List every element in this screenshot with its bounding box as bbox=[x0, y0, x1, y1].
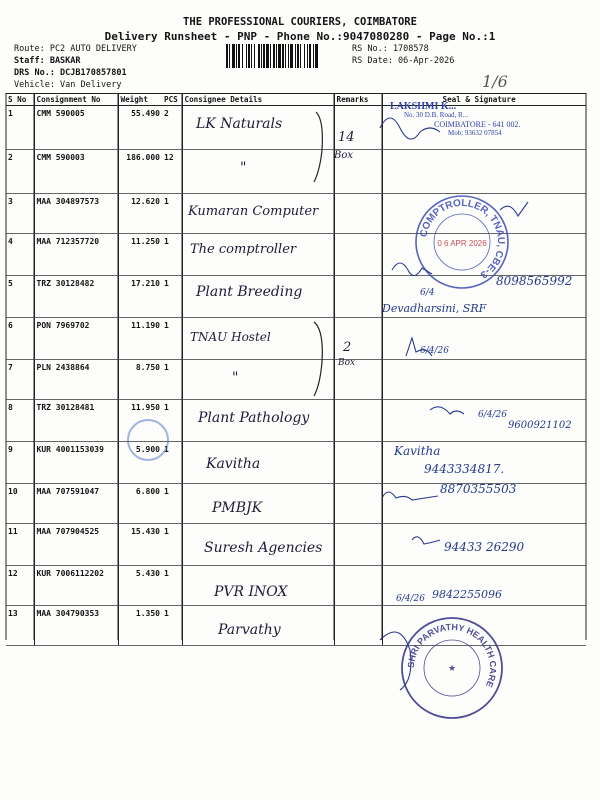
cell-weight: 8.750 bbox=[118, 360, 162, 400]
cell-sno: 6 bbox=[6, 318, 34, 360]
cell-pcs: 1 bbox=[162, 318, 182, 360]
cell-pcs: 1 bbox=[162, 400, 182, 442]
col-seal-signature: Seal & Signature bbox=[382, 94, 586, 106]
remarks-group2-count: 2 bbox=[343, 340, 352, 355]
sig-row5-name: Devadharsini, SRF bbox=[382, 302, 487, 315]
cell-weight: 1.350 bbox=[118, 606, 162, 646]
cell-consignment: PON 7969702 bbox=[34, 318, 118, 360]
table-row bbox=[6, 360, 586, 400]
cell-weight: 11.950 bbox=[118, 400, 162, 442]
consignee-hand-9: Kavitha bbox=[206, 456, 261, 472]
remarks-group1-count: 14 bbox=[338, 130, 355, 145]
cell-consignment: KUR 4001153039 bbox=[34, 442, 118, 484]
sig-row8-date: 6/4/26 bbox=[478, 410, 507, 420]
cell-pcs: 1 bbox=[162, 606, 182, 646]
consignee-hand-3: Kumaran Computer bbox=[188, 204, 319, 219]
vehicle-label: Vehicle: Van Delivery bbox=[14, 80, 122, 90]
lakshmi-stamp bbox=[390, 102, 521, 138]
cell-pcs: 12 bbox=[162, 150, 182, 194]
sig-row5-phone: 8098565992 bbox=[496, 274, 573, 288]
cell-seal bbox=[382, 194, 586, 234]
cell-consignment: PLN 2438864 bbox=[34, 360, 118, 400]
consignee-hand-2: " bbox=[240, 160, 247, 176]
remarks-group1-unit: Box bbox=[334, 150, 354, 161]
cell-remarks bbox=[334, 606, 382, 646]
sig-row12-date: 6/4/26 bbox=[396, 594, 425, 604]
lakshmi-stamp-mobile: Mob: 93632 07854 bbox=[448, 129, 502, 137]
col-remarks: Remarks bbox=[334, 94, 382, 106]
cell-remarks bbox=[334, 234, 382, 276]
cell-remarks bbox=[334, 318, 382, 360]
rs-no-label: RS No.: 1708578 bbox=[352, 44, 429, 54]
cell-consignee bbox=[182, 150, 334, 194]
cell-remarks bbox=[334, 524, 382, 566]
cell-sno: 5 bbox=[6, 276, 34, 318]
table-row bbox=[6, 150, 586, 194]
svg-text:★: ★ bbox=[447, 663, 457, 673]
cell-consignee bbox=[182, 360, 334, 400]
cell-pcs: 1 bbox=[162, 442, 182, 484]
cell-pcs: 1 bbox=[162, 360, 182, 400]
cell-remarks bbox=[334, 194, 382, 234]
runsheet-table bbox=[6, 93, 586, 646]
cell-pcs: 2 bbox=[162, 106, 182, 150]
lakshmi-stamp-address: No. 30 D.B. Road, R... bbox=[404, 111, 468, 119]
col-weight: Weight bbox=[118, 94, 162, 106]
rs-date-label: RS Date: 06-Apr-2026 bbox=[352, 56, 455, 66]
consignee-hand-11: Suresh Agencies bbox=[204, 540, 323, 556]
cell-consignment: MAA 707591047 bbox=[34, 484, 118, 524]
cell-consignment: TRZ 30128482 bbox=[34, 276, 118, 318]
cell-remarks bbox=[334, 276, 382, 318]
cell-consignment: MAA 707904525 bbox=[34, 524, 118, 566]
sig-row7-date: 6/4/26 bbox=[420, 346, 449, 356]
consignee-hand-6: TNAU Hostel bbox=[190, 330, 271, 344]
cell-sno: 8 bbox=[6, 400, 34, 442]
cell-pcs: 1 bbox=[162, 484, 182, 524]
cell-pcs: 1 bbox=[162, 276, 182, 318]
cell-weight: 5.900 bbox=[118, 442, 162, 484]
barcode bbox=[226, 44, 348, 68]
cell-sno: 9 bbox=[6, 442, 34, 484]
cell-consignment: MAA 304897573 bbox=[34, 194, 118, 234]
sig-row11-phone: 94433 26290 bbox=[444, 540, 525, 554]
meta-right bbox=[352, 43, 454, 67]
cell-sno: 10 bbox=[6, 484, 34, 524]
cell-weight: 12.620 bbox=[118, 194, 162, 234]
consignee-hand-12: PVR INOX bbox=[214, 584, 288, 600]
sig-row5-date: 6/4 bbox=[420, 288, 435, 298]
cell-consignment: MAA 712357720 bbox=[34, 234, 118, 276]
meta-left bbox=[14, 43, 137, 91]
cell-weight: 11.250 bbox=[118, 234, 162, 276]
cell-pcs: 1 bbox=[162, 566, 182, 606]
consignee-hand-13: Parvathy bbox=[218, 622, 281, 638]
cell-consignment: KUR 7006112202 bbox=[34, 566, 118, 606]
table-row bbox=[6, 318, 586, 360]
consignee-hand-5: Plant Breeding bbox=[196, 284, 303, 300]
cell-sno: 7 bbox=[6, 360, 34, 400]
consignee-hand-8: Plant Pathology bbox=[198, 410, 310, 426]
cell-sno: 11 bbox=[6, 524, 34, 566]
consignee-hand-4: The comptroller bbox=[190, 242, 297, 257]
cell-pcs: 1 bbox=[162, 194, 182, 234]
cell-weight: 5.430 bbox=[118, 566, 162, 606]
cell-seal bbox=[382, 360, 586, 400]
cell-consignment: CMM 590003 bbox=[34, 150, 118, 194]
company-title: THE PROFESSIONAL COURIERS, COIMBATORE bbox=[183, 16, 417, 28]
col-sno: S No bbox=[6, 94, 34, 106]
healthcare-stamp-text: SHRI PARVATHY HEALTH CARE bbox=[405, 621, 499, 689]
cell-consignment: CMM 590005 bbox=[34, 106, 118, 150]
sig-row9-name: Kavitha bbox=[394, 444, 441, 458]
staff-label: Staff: BASKAR bbox=[14, 56, 81, 66]
cell-weight: 17.210 bbox=[118, 276, 162, 318]
cell-sno: 4 bbox=[6, 234, 34, 276]
cell-seal bbox=[382, 606, 586, 646]
cell-seal bbox=[382, 150, 586, 194]
runsheet-subtitle: Delivery Runsheet - PNP - Phone No.:9047080280 - Page No.:1 bbox=[104, 30, 496, 43]
sig-row10-phone: 8870355503 bbox=[440, 482, 517, 496]
lakshmi-stamp-city: COIMBATORE - 641 002. bbox=[434, 120, 521, 129]
col-consignee: Consignee Details bbox=[182, 94, 334, 106]
cell-sno: 2 bbox=[6, 150, 34, 194]
cell-weight: 15.430 bbox=[118, 524, 162, 566]
cell-remarks bbox=[334, 400, 382, 442]
barcode-bar bbox=[318, 44, 319, 68]
table-row bbox=[6, 606, 586, 646]
col-pcs: PCS bbox=[162, 94, 182, 106]
comptroller-stamp-date: 0 6 APR 2026 bbox=[437, 239, 487, 248]
drs-label: DRS No.: DCJB170857801 bbox=[14, 68, 127, 78]
sig-row8-phone: 9600921102 bbox=[508, 420, 572, 431]
consignee-hand-7: " bbox=[232, 370, 239, 386]
consignee-hand-10: PMBJK bbox=[212, 500, 263, 516]
sig-row9-phone: 9443334817. bbox=[424, 462, 505, 476]
lakshmi-stamp-name: LAKSHMI K... bbox=[390, 101, 457, 112]
cell-weight: 55.490 bbox=[118, 106, 162, 150]
cell-remarks bbox=[334, 442, 382, 484]
cell-seal bbox=[382, 234, 586, 276]
cell-sno: 13 bbox=[6, 606, 34, 646]
cell-consignment: MAA 304790353 bbox=[34, 606, 118, 646]
cell-sno: 1 bbox=[6, 106, 34, 150]
cell-sno: 3 bbox=[6, 194, 34, 234]
comptroller-stamp-text: COMPTROLLER, TNAU, CBE-3 bbox=[418, 197, 507, 281]
cell-remarks bbox=[334, 566, 382, 606]
consignee-hand-1: LK Naturals bbox=[196, 116, 283, 132]
cell-seal bbox=[382, 318, 586, 360]
cell-sno: 12 bbox=[6, 566, 34, 606]
remarks-group2-unit: Box bbox=[338, 358, 356, 368]
cell-weight: 186.000 bbox=[118, 150, 162, 194]
cell-pcs: 1 bbox=[162, 524, 182, 566]
cell-weight: 11.190 bbox=[118, 318, 162, 360]
cell-remarks bbox=[334, 484, 382, 524]
cell-weight: 6.800 bbox=[118, 484, 162, 524]
sig-row12-phone: 9842255096 bbox=[432, 588, 502, 601]
corner-note: 1/6 bbox=[482, 72, 508, 91]
cell-consignment: TRZ 30128481 bbox=[34, 400, 118, 442]
cell-pcs: 1 bbox=[162, 234, 182, 276]
col-consignment: Consignment No bbox=[34, 94, 118, 106]
route-label: Route: PC2 AUTO DELIVERY bbox=[14, 44, 137, 54]
